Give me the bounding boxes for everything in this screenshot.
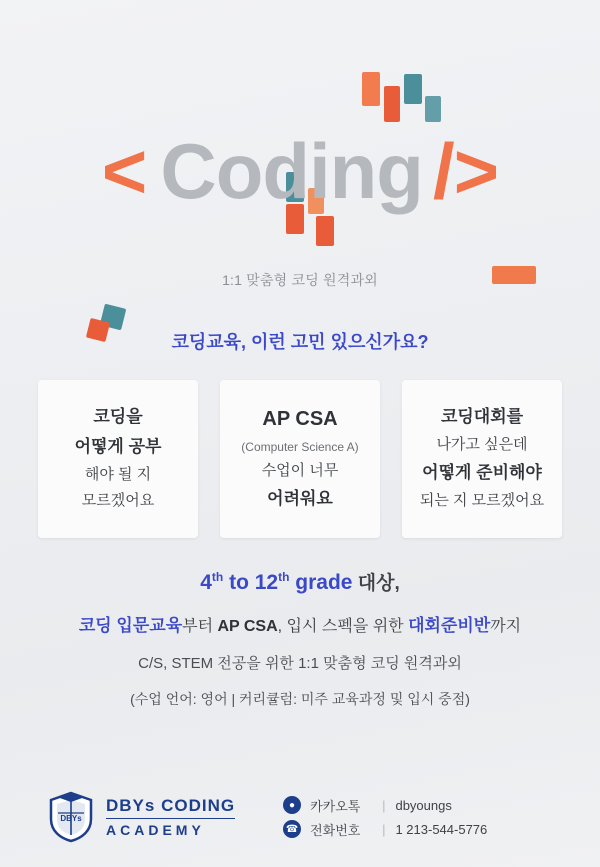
brand-block xyxy=(48,791,235,843)
program-competition: 대회준비반 xyxy=(408,616,491,635)
card-competition xyxy=(402,380,562,538)
program-until: 까지 xyxy=(490,618,522,635)
contact-block xyxy=(283,791,487,844)
program-intro: 코딩 입문교육 xyxy=(78,616,183,635)
program-from: 부터 xyxy=(182,618,218,635)
academy-crest-icon xyxy=(48,791,94,843)
deco-block-teal-1 xyxy=(404,74,422,104)
grade-target: 대상, xyxy=(352,573,400,594)
card3-line1: 코딩대회를 xyxy=(440,407,524,426)
card3-line4: 되는 지 모르겠어요 xyxy=(419,491,545,509)
contact-separator-1: | xyxy=(382,797,386,813)
deco-block-orange-1 xyxy=(362,72,380,106)
headline: 코딩교육, 이런 고민 있으신가요? xyxy=(171,332,429,352)
contact-row-phone[interactable] xyxy=(283,820,487,839)
contact-value-kakao: dbyoungs xyxy=(395,797,452,813)
contact-label-phone: 전화번호 xyxy=(310,822,361,838)
phone-icon: ☎ xyxy=(283,820,301,838)
problem-cards xyxy=(38,380,562,538)
card1-line3: 해야 될 지 xyxy=(84,465,152,483)
hero-word-part2: ing xyxy=(308,127,423,215)
hero-subtitle: 1:1 맞춤형 코딩 원격과외 xyxy=(222,272,378,288)
contact-label-kakao: 카카오톡 xyxy=(310,798,361,814)
grade-start: 4 xyxy=(200,571,212,594)
slash-bracket-icon: /> xyxy=(432,127,499,215)
program-apcsa: AP CSA xyxy=(217,618,278,635)
major-line: C/S, STEM 전공을 위한 1:1 맞춤형 코딩 원격과외 xyxy=(138,655,462,672)
hero-section xyxy=(0,0,600,300)
contact-row-kakao[interactable] xyxy=(283,796,487,815)
program-line xyxy=(0,611,600,636)
card2-line4: 어려워요 xyxy=(267,489,333,509)
card3-line3: 어떻게 준비해야 xyxy=(422,463,542,482)
card-study-how xyxy=(38,380,198,538)
card2-line1: AP CSA xyxy=(262,408,338,430)
grade-start-sup: th xyxy=(211,570,224,584)
angle-bracket-left-icon: < xyxy=(101,127,147,215)
contact-value-phone: 1 213-544-5776 xyxy=(395,821,488,837)
hero-word-part1: Cod xyxy=(160,127,309,215)
kakaotalk-icon: ● xyxy=(283,796,301,814)
svg-text:DBYs: DBYs xyxy=(60,814,82,823)
body-copy xyxy=(0,568,600,709)
grade-end: 12 xyxy=(254,571,279,594)
deco-block-orange-5 xyxy=(316,216,334,246)
brand-name-top: DBYs CODING xyxy=(106,795,236,815)
card-ap-csa xyxy=(220,380,380,538)
grade-end-sup: th xyxy=(278,570,290,584)
deco-block-teal-2 xyxy=(425,96,441,122)
curriculum-line: (수업 언어: 영어 | 커리큘럼: 미주 교육과정 및 입시 중점) xyxy=(130,691,470,707)
card2-line3: 수업이 너무 xyxy=(261,462,339,479)
card1-line2: 어떻게 공부 xyxy=(74,436,162,456)
brand-text xyxy=(106,795,235,840)
program-mid: , 입시 스펙을 위한 xyxy=(277,618,409,635)
card1-line4: 모르겠어요 xyxy=(81,491,155,509)
card2-line2: (Computer Science A) xyxy=(241,440,359,454)
grade-to: to xyxy=(223,571,255,594)
contact-separator-2: | xyxy=(382,821,386,837)
grade-word: grade xyxy=(289,571,353,594)
card1-line1: 코딩을 xyxy=(93,407,143,426)
deco-block-orange-2 xyxy=(384,86,400,122)
hero-logo xyxy=(0,127,600,215)
brand-name-bottom: ACADEMY xyxy=(106,818,235,840)
grade-range-line xyxy=(0,568,600,595)
card3-line2: 나가고 싶은데 xyxy=(436,435,528,453)
footer xyxy=(0,767,600,867)
